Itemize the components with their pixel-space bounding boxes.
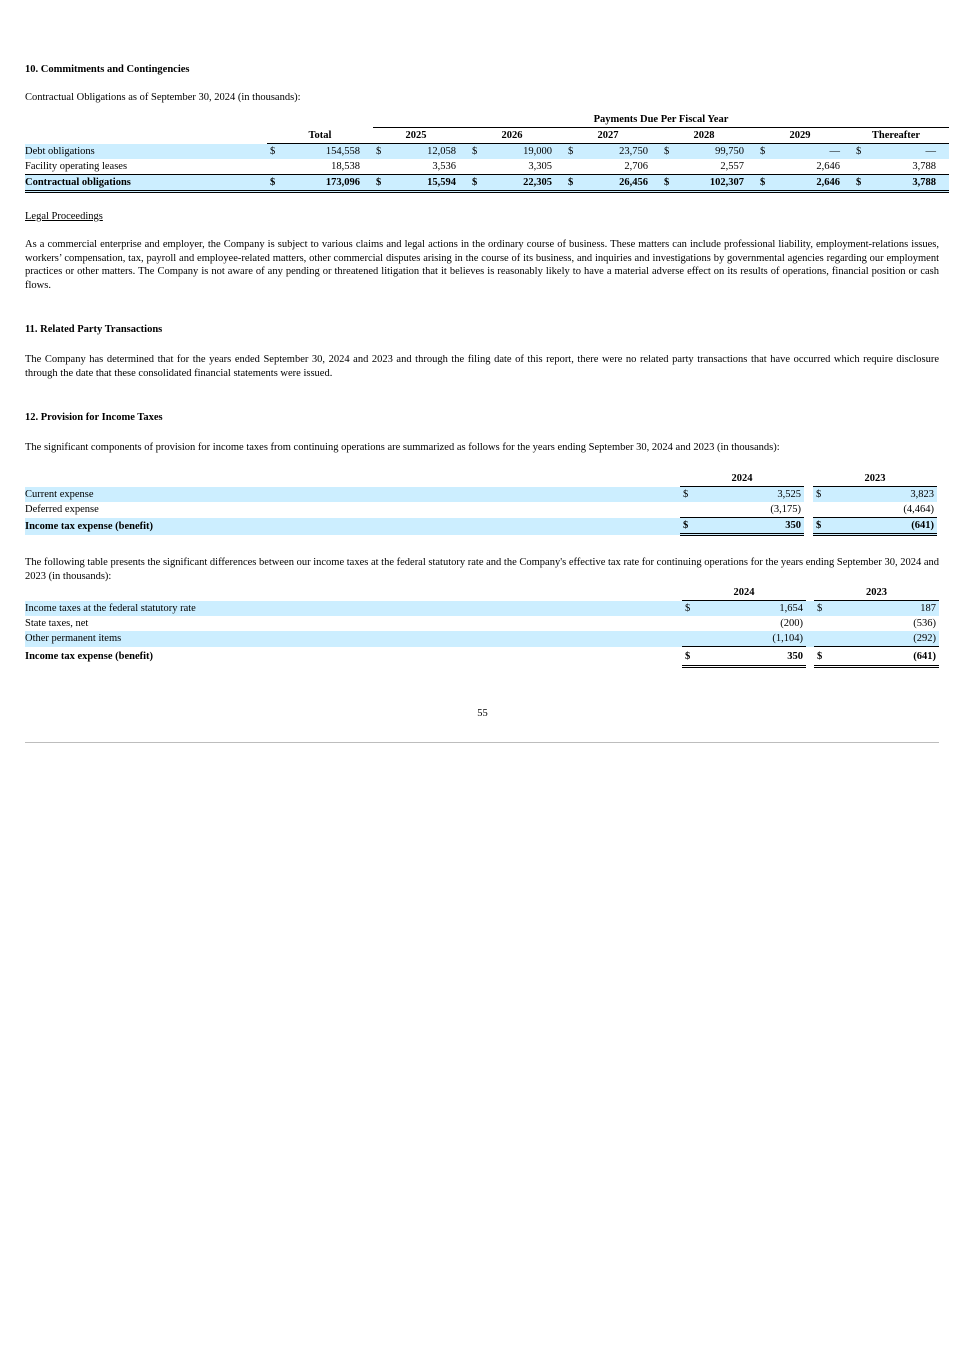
table-row: Debt obligations $ 154,558 $ 12,058 $ 19,000 $ 23,750 $ 99,750 $ — $ — (25, 144, 949, 160)
tax-rate-reconciliation-intro: The following table presents the significant differences between our income taxes at the federal statutory rate and the Company's effective tax rate for continuing operations for the years ending September 30, 2024 and 2023 (in thousands): (25, 557, 939, 582)
tax-rate-reconciliation-table (25, 585, 939, 668)
col-2028: 2028 (661, 128, 747, 144)
col-2023: 2023 (813, 471, 937, 487)
table-row-total: Income tax expense (benefit) $ 350 $ (641) (25, 647, 939, 667)
income-tax-components-table (25, 471, 939, 536)
contractual-obligations-table (25, 112, 949, 193)
col-2024: 2024 (682, 585, 806, 601)
section-10-title: 10. Commitments and Contingencies (25, 64, 190, 75)
col-2026: 2026 (469, 128, 555, 144)
col-2027: 2027 (565, 128, 651, 144)
page-number: 55 (477, 708, 488, 719)
table-row: Other permanent items (1,104) (292) (25, 631, 939, 647)
table-row: Income taxes at the federal statutory rate $ 1,654 $ 187 (25, 601, 939, 617)
payments-due-header: Payments Due Per Fiscal Year (373, 112, 949, 128)
col-2024: 2024 (680, 471, 804, 487)
row-label: Contractual obligations (25, 175, 267, 192)
col-2029: 2029 (757, 128, 843, 144)
legal-proceedings-text: As a commercial enterprise and employer, the Company is subject to various claims and legal actions in the ordinary course of business. These matters can include professional liability, employment-relations issues, workers’ compensation, tax, payroll and employee-related matters, other commercial disputes arising in the course of its business, and inquiries and investigations by governmental agencies regarding our employment practices or other matters. The Company is not aware of any pending or threatened litigation that it believes is reasonably likely to have a material adverse effect on its results of operations, financial position or cash flows. (25, 239, 939, 291)
section-11-title: 11. Related Party Transactions (25, 324, 163, 335)
section-12-title: 12. Provision for Income Taxes (25, 412, 163, 423)
table-row-total: Contractual obligations $ 173,096 $ 15,594 $ 22,305 $ 26,456 $ 102,307 $ 2,646 $ 3,788 (25, 175, 949, 192)
col-2025: 2025 (373, 128, 459, 144)
col-total: Total (277, 128, 363, 144)
table-row: Facility operating leases 18,538 3,536 3,305 2,706 2,557 2,646 3,788 (25, 159, 949, 175)
col-thereafter: Thereafter (853, 128, 939, 144)
table-row: Deferred expense (3,175) (4,464) (25, 504, 934, 516)
related-party-text: The Company has determined that for the years ended September 30, 2024 and 2023 and through the filing date of this report, there were no related party transactions that have occurred which require disclosure through the date that these consolidated financial statements were issued. (25, 354, 939, 379)
col-2023: 2023 (814, 585, 939, 601)
page-divider (25, 742, 939, 743)
table-row-total: Income tax expense (benefit) $ 350 $ (641) (25, 518, 939, 535)
table-row: Current expense $ 3,525 $ 3,823 (25, 487, 939, 503)
income-tax-intro: The significant components of provision for income taxes from continuing operations are summarized as follows for the years ending September 30, 2024 and 2023 (in thousands): (25, 442, 780, 453)
contractual-obligations-intro: Contractual Obligations as of September 30, 2024 (in thousands): (25, 92, 301, 103)
legal-proceedings-heading: Legal Proceedings (25, 211, 103, 222)
row-label: Debt obligations (25, 144, 267, 160)
table-row: State taxes, net (200) (536) (25, 618, 936, 629)
row-label: Facility operating leases (25, 161, 128, 172)
